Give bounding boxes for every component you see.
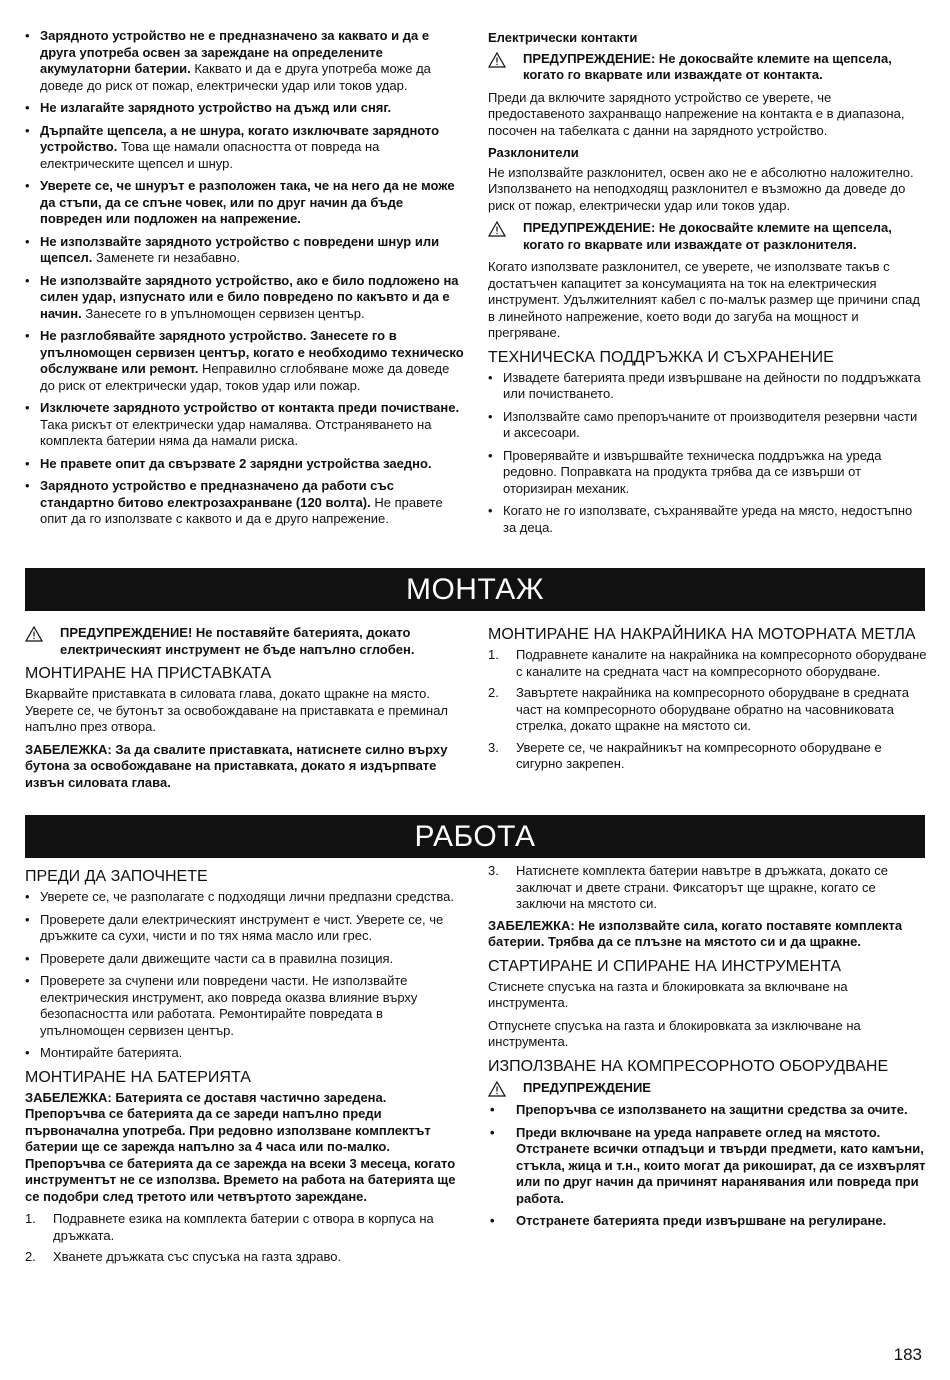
page-number: 183 [893,1345,922,1364]
montazh-right-column [488,621,928,778]
montazh-warning: ПРЕДУПРЕЖДЕНИЕ! Не поставяйте батерията, докато електрическият инструмент не бъде напълно сглобен. [25,625,465,658]
compressor-title: ИЗПОЛЗВАНЕ НА КОМПРЕСОРНОТО ОБОРУДВАНЕ [488,1057,889,1075]
list-item: 3. Уверете се, че накрайникът на компресорното оборудване е сигурно закрепен. [488,739,882,771]
contacts-title: Електрически контакти [488,30,638,45]
battery-note-2: ЗАБЕЛЕЖКА: Не използвайте сила, когато поставяте комплекта батерии. Трябва да се плъзне на мястото си и да щракне. [488,917,903,949]
list-item: • Отстранете батерията преди извършване на регулиране. [488,1213,928,1230]
list-item: • Зарядното устройство не е предназначено за каквато и да е друга употреба освен за зареждане на определените акумулаторни батерии. Каквато и да е друга употреба може да доведе до риск от пожар, електрически удар или токов удар. [25,28,465,94]
list-item: • Не използвайте зарядното устройство, ако е било подложено на силен удар, изпуснато или е било повредено по какъвто и да е начин. Занесете го в упълномощен сервизен център. [25,273,465,323]
battery-step-3 [488,863,928,913]
warning-icon [488,221,506,237]
list-item: 1. Подравнете каналите на накрайника на компресорното оборудване с каналите на средната част на компресорното оборудване. [488,647,927,679]
start-stop-paragraph-1: Стиснете спусъка на газта и блокировката за включване на инструмента. [488,978,848,1010]
list-item: • Използвайте само препоръчаните от производителя резервни части и аксесоари. [488,409,928,442]
start-stop-paragraph-2: Отпуснете спусъка на газта и блокировката за изключване на инструмента. [488,1017,861,1049]
battery-note: ЗАБЕЛЕЖКА: Батерията се доставя частично заредена. Препоръчва се батерията да се зареди напълно преди първоначална употреба. При редовно използване комплектът батерии ще се зарежда напълно за 4 часа или по-малко. Препоръчва се батерията да се зарежда на всеки 3 месеца, когато инструментът не се използва. Времето на работа на батерията ще се подобри след третото или четвъртото зареждане. [25,1089,456,1204]
list-item: • Изключете зарядното устройство от контакта преди почистване. Така рискът от електрически удар намалява. Отстраняването на комплекта батерии няма да намали риска. [25,400,465,450]
list-item: 1. Подравнете езика на комплекта батерии с отвора в корпуса на дръжката. [25,1211,434,1243]
attach-note: ЗАБЕЛЕЖКА: За да свалите приставката, натиснете силно върху бутона за освобождаване на приставката, докато я издърпвате извън силовата глава. [25,741,448,790]
maintenance-title: ТЕХНИЧЕСКА ПОДДРЪЖКА И СЪХРАНЕНИЕ [488,348,834,366]
list-item: • Уверете се, че шнурът е разположен така, че на него да не може да стъпи, да се спъне човек, или по друг начин да бъде повреден или подложен на напрежение. [25,178,465,228]
list-item: • Преди включване на уреда направете оглед на мястото. Отстранете всички отпадъци и твърди предмети, като камъни, стъкла, жица и т.н., които могат да рикошират, да се изхвърлят или по друг начин да причинят наранявания или повреда при работа. [488,1125,928,1208]
splitters-warning: ПРЕДУПРЕЖДЕНИЕ: Не докосвайте клемите на щепсела, когато го вкарвате или изваждате от разклонителя. [488,220,928,253]
nozzle-steps [488,647,928,773]
splitters-paragraph-2: Когато използвате разклонител, се уверете, че използвате такъв с достатъчен капацитет за консумацията на ток на електрическия инструмент. Удължителният кабел с по-малък размер ще причини спад в линейното напрежение, което води до загуба на мощност и прегряване. [488,259,920,340]
list-item: • Не използвайте зарядното устройство с повредени шнур или щепсел. Заменете ги незабавно. [25,234,465,267]
splitters-paragraph: Не използвайте разклонител, освен ако не е абсолютно наложително. Използването на неподходящ разклонител е възможно да доведе до риск от пожар, електрически удар или токов удар. [488,164,914,213]
list-item: • Когато не го използвате, съхранявайте уреда на място, недостъпно за деца. [488,503,928,536]
start-stop-title: СТАРТИРАНЕ И СПИРАНЕ НА ИНСТРУМЕНТА [488,957,842,975]
montazh-banner: МОНТАЖ [25,568,925,611]
top-right-column [488,28,928,542]
list-item: • Извадете батерията преди извършване на дейности по поддръжката или почистването. [488,370,928,403]
list-item: • Проверявайте и извършвайте техническа поддръжка на уреда редовно. Поправката на продукта трябва да се извърши от оторизиран механик. [488,448,928,498]
battery-title: МОНТИРАНЕ НА БАТЕРИЯТА [25,1068,251,1086]
list-item: • Проверете дали движещите части са в правилна позиция. [25,951,465,968]
splitters-title: Разклонители [488,145,579,160]
top-left-column [25,28,465,534]
warning-icon [25,626,43,642]
list-item: • Зарядното устройство е предназначено да работи със стандартно битово електрозахранване (120 волта). Не правете опит да го използвате с каквото и да е друго напрежение. [25,478,465,528]
compressor-warning: ПРЕДУПРЕЖДЕНИЕ [488,1080,928,1097]
list-item: 2. Хванете дръжката със спусъка на газта здраво. [25,1249,342,1264]
list-item: • Уверете се, че разполагате с подходящи лични предпазни средства. [25,889,465,906]
warning-icon [488,1081,506,1097]
contacts-paragraph: Преди да включите зарядното устройство се уверете, че предоставеното захранващо напрежение на контакта е в диапазона, посочен на табелката с данни на зарядното устройство. [488,89,905,138]
rabota-banner: РАБОТА [25,815,925,858]
contacts-warning: ПРЕДУПРЕЖДЕНИЕ: Не докосвайте клемите на щепсела, когато го вкарвате или изваждате от контакта. [488,51,928,84]
warning-icon [488,52,506,68]
list-item: • Препоръчва се използването на защитни средства за очите. [488,1102,928,1119]
before-start-list [25,889,465,1062]
list-item: 2. Завъртете накрайника на компресорното оборудване в средната част на компресорното оборудване обратно на часовниковата стрелка, докато щракне на мястото си. [488,685,909,733]
rabota-right-column [488,863,928,1236]
charger-safety-list [25,28,465,528]
maintenance-list [488,370,928,537]
montazh-left-column [25,621,465,797]
list-item: • Не разглобявайте зарядното устройство. Занесете го в упълномощен сервизен център, когато е необходимо техническо обслужване или ремонт. Неправилно сглобяване може да доведе до риск от електрически удар, токов удар или пожар. [25,328,465,394]
before-start-title: ПРЕДИ ДА ЗАПОЧНЕТЕ [25,868,208,885]
compressor-list [488,1102,928,1230]
list-item: • Не правете опит да свързвате 2 зарядни устройства заедно. [25,456,465,473]
list-item: 3. Натиснете комплекта батерии навътре в дръжката, докато се заключат и двете страни. Фиксаторът ще щракне, когато се заключи на мястото си. [488,863,888,911]
list-item: • Проверете за счупени или повредени части. Не използвайте електрическия инструмент, ако повреда оказва влияние върху безопасността или работата. Ремонтирайте повредата в упълномощен сервизен център. [25,973,465,1039]
list-item: • Не излагайте зарядното устройство на дъжд или сняг. [25,100,465,117]
attach-paragraph: Вкарвайте приставката в силовата глава, докато щракне на място. Уверете се, че бутонът за освобождаване на приставката е преминал напълно през отвора. [25,686,449,734]
list-item: • Монтирайте батерията. [25,1045,465,1062]
list-item: • Проверете дали електрическият инструмент е чист. Уверете се, че дръжките са сухи, чисти и по тях няма масло или грес. [25,912,465,945]
attach-title: МОНТИРАНЕ НА ПРИСТАВКАТА [25,665,272,682]
nozzle-title: МОНТИРАНЕ НА НАКРАЙНИКА НА МОТОРНАТА МЕТЛА [488,626,916,643]
battery-steps [25,1211,465,1266]
rabota-left-column [25,863,465,1271]
list-item: • Дърпайте щепсела, а не шнура, когато изключвате зарядното устройство. Това ще намали опасността от повреда на електрическите щепсел и шнур. [25,123,465,173]
